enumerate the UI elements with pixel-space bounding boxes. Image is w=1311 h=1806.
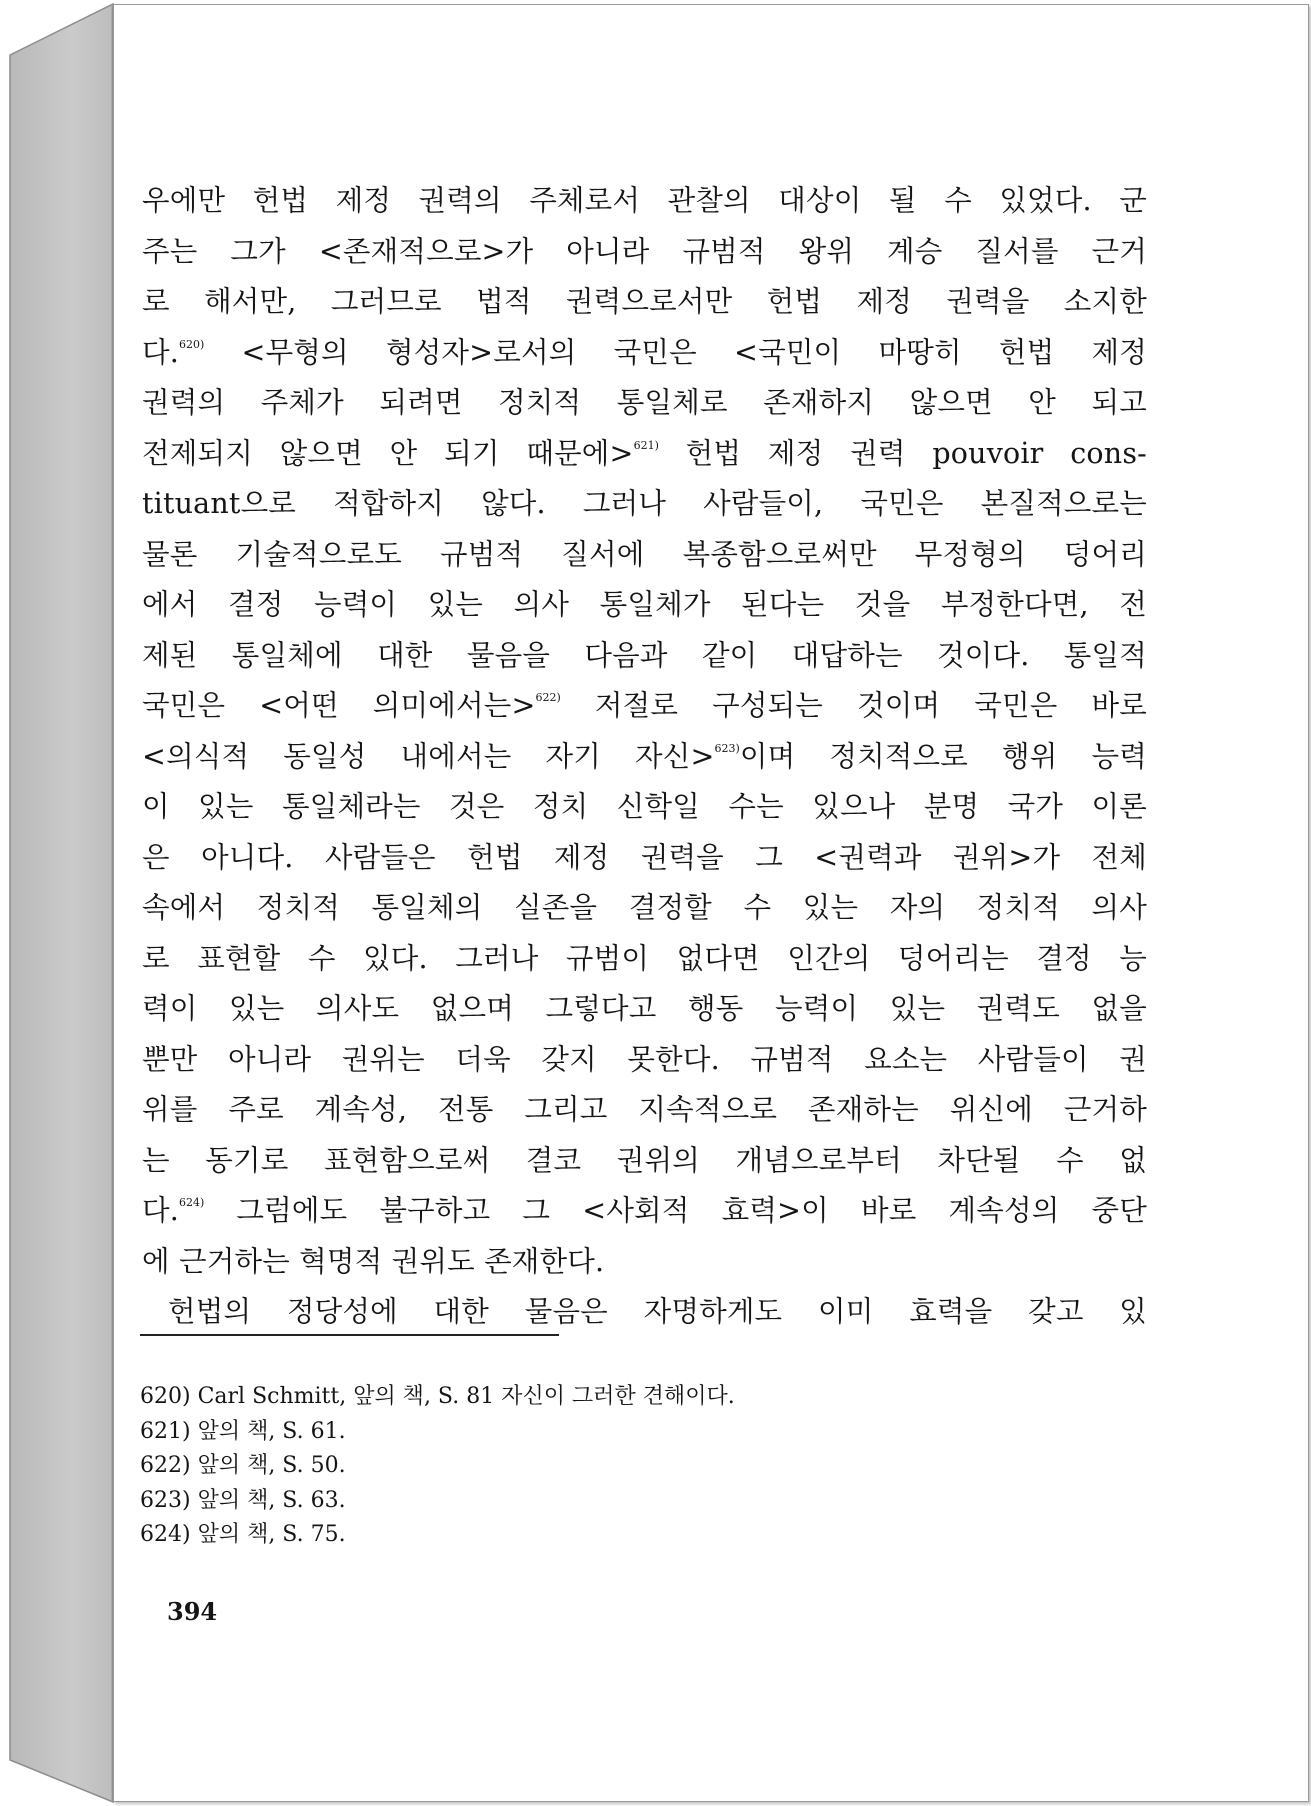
- footnote-ref-624: 624): [179, 1196, 205, 1209]
- footnote-separator: [140, 1334, 559, 1336]
- footnote-ref-622: 622): [535, 691, 561, 704]
- text-line: 이 있는 통일체라는 것은 정치 신학일 수는 있으나 분명 국가 이론: [142, 790, 1147, 823]
- text-fragment: 국민은 <어떤 의미에서는>: [142, 689, 536, 722]
- text-fragment: 이며 정치적으로 행위 능력: [739, 739, 1147, 773]
- page-number: 394: [167, 1597, 218, 1626]
- text-line: 로 해서만, 그러므로 법적 권력으로서만 헌법 제정 권력을 소지한: [142, 285, 1147, 318]
- text-line: 에서 결정 능력이 있는 의사 통일체가 된다는 것을 부정한다면, 전: [142, 588, 1147, 621]
- footnote-621: 621) 앞의 책, S. 61.: [140, 1418, 346, 1444]
- footnote-ref-620: 620): [179, 337, 205, 351]
- text-line: 우에만 헌법 제정 권력의 주체로서 관찰의 대상이 될 수 있었다. 군: [142, 184, 1147, 217]
- footnote-ref-621: 621): [633, 438, 659, 452]
- text-fragment: 다.: [142, 335, 179, 369]
- text-line: 물론 기술적으로도 규범적 질서에 복종함으로써만 무정형의 덩어리: [142, 537, 1147, 571]
- text-fragment: 저절로 구성되는 것이며 국민은 바로: [560, 689, 1147, 722]
- text-line: [142, 429, 1147, 480]
- text-fragment: 전제되지 않으면 안 되기 때문에>: [142, 436, 634, 470]
- text-line: [142, 1186, 1147, 1237]
- footnote-622: 622) 앞의 책, S. 50.: [140, 1453, 346, 1478]
- text-line: [142, 732, 1147, 783]
- text-fragment: 헌법 제정 권력 pouvoir cons-: [658, 436, 1147, 470]
- paragraph-start-line: 헌법의 정당성에 대한 물음은 자명하게도 이미 효력을 갖고 있: [168, 1295, 1147, 1328]
- footnotes: [140, 1380, 1140, 1553]
- text-fragment: 다.: [142, 1194, 179, 1227]
- footnote-620: 620) Carl Schmitt, 앞의 책, S. 81 자신이 그러한 견해이다.: [140, 1384, 735, 1409]
- text-line: 권력의 주체가 되려면 정치적 통일체로 존재하지 않으면 안 되고: [142, 386, 1147, 419]
- text-line: 속에서 정치적 통일체의 실존을 결정할 수 있는 자의 정치적 의사: [142, 891, 1147, 924]
- text-line: 력이 있는 의사도 없으며 그렇다고 행동 능력이 있는 권력도 없을: [142, 992, 1147, 1025]
- footnote-ref-623: 623): [714, 741, 740, 755]
- text-fragment: 그럼에도 불구하고 그 <사회적 효력>이 바로 계속성의 중단: [204, 1194, 1147, 1227]
- text-line: 뿐만 아니라 권위는 더욱 갖지 못한다. 규범적 요소는 사람들이 권: [142, 1042, 1147, 1076]
- text-line: 는 동기로 표현함으로써 결코 권위의 개념으로부터 차단될 수 없: [142, 1143, 1147, 1177]
- text-line: 로 표현할 수 있다. 그러나 규범이 없다면 인간의 덩어리는 결정 능: [142, 941, 1147, 975]
- footnote-623: 623) 앞의 책, S. 63.: [140, 1487, 346, 1513]
- text-line: [142, 681, 1147, 732]
- text-line: [142, 328, 1147, 379]
- book-spine: [10, 4, 113, 1802]
- text-line: 주는 그가 <존재적으로>가 아니라 규범적 왕위 계승 질서를 근거: [142, 234, 1147, 268]
- text-line: 위를 주로 계속성, 전통 그리고 지속적으로 존재하는 위신에 근거하: [142, 1093, 1147, 1126]
- text-fragment: <무형의 형성자>로서의 국민은 <국민이 마땅히 헌법 제정: [204, 335, 1147, 369]
- footnote-624: 624) 앞의 책, S. 75.: [140, 1522, 346, 1547]
- body-text: [142, 176, 1147, 1338]
- text-line: 에 근거하는 혁명적 권위도 존재한다.: [142, 1244, 605, 1278]
- text-fragment: <의식적 동일성 내에서는 자기 자신>: [142, 739, 715, 773]
- text-line: 제된 통일체에 대한 물음을 다음과 같이 대답하는 것이다. 통일적: [142, 638, 1147, 672]
- text-line: tituant으로 적합하지 않다. 그러나 사람들이, 국민은 본질적으로는: [142, 487, 1147, 520]
- text-line: 은 아니다. 사람들은 헌법 제정 권력을 그 <권력과 권위>가 전체: [142, 840, 1147, 874]
